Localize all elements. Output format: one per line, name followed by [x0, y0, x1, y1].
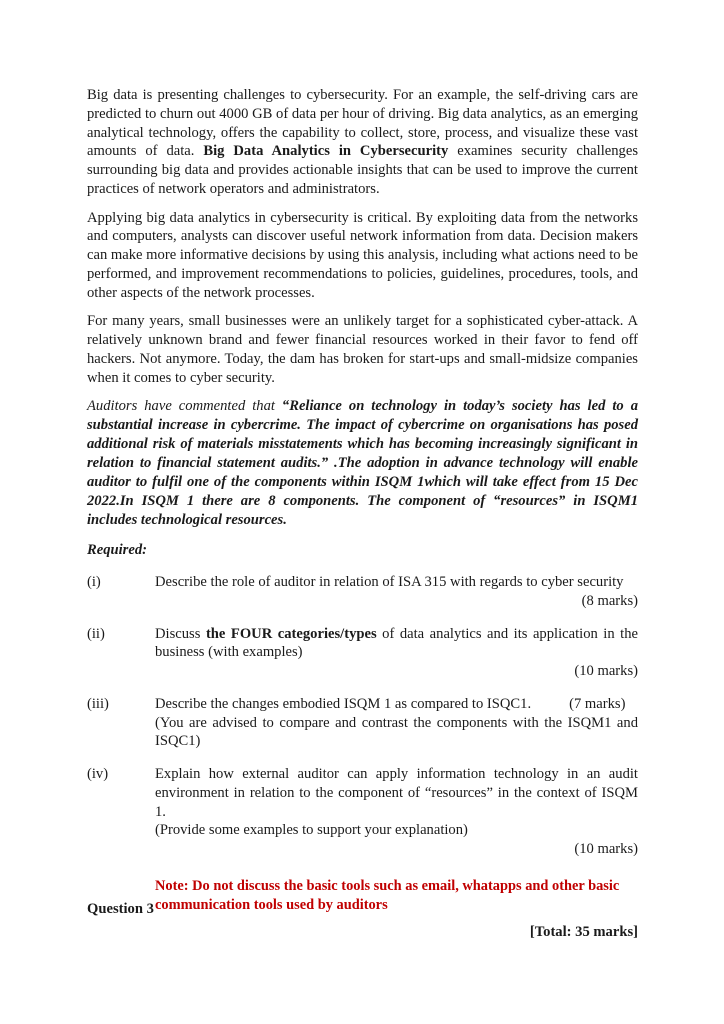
- question-item-i: [87, 573, 638, 611]
- question-iv-sub-text: (Provide some examples to support your explanation): [155, 822, 468, 839]
- question-text-i: Describe the role of auditor in relation of ISA 315 with regards to cyber security: [155, 574, 624, 591]
- question-ii-text-before: Discuss: [155, 625, 206, 642]
- question-ii-text-after: of data analytics and its application in the business (with examples): [155, 625, 638, 661]
- question-item-ii: [87, 625, 638, 681]
- note-line-2: communication tools used by auditors: [155, 897, 388, 914]
- question-iii-main-text: Describe the changes embodied ISQM 1 as compared to ISQC1.: [155, 695, 532, 712]
- quote-lead-in: Auditors have commented that: [87, 398, 282, 415]
- paragraph-intro-bold-title: Big Data Analytics in Cybersecurity: [203, 143, 449, 160]
- question-item-iii: [87, 695, 638, 751]
- question-numeral-iv: (iv): [87, 766, 109, 783]
- quote-body: “Reliance on technology in today’s society has led to a substantial increase in cybercrime. The impact of cybercrime on organisations has posed additional risk of materials misstatements which has becoming increasingly significant in relation to financial statement audits.” .The adoption in advance technology will enable auditor to fulfil one of the components within ISQM 1which will take effect from 15 Dec 2022.In ISQM 1 there are 8 components. The component of “resources” in ISQM1 includes technological resources.: [87, 398, 638, 529]
- question-text-ii: [155, 625, 638, 663]
- question-marks-i: (8 marks): [581, 592, 638, 609]
- required-label: Required:: [87, 542, 147, 559]
- note-warning: [87, 877, 638, 916]
- question-numeral-ii: (ii): [87, 625, 105, 642]
- question-text-iv: Explain how external auditor can apply information technology in an audit environment in relation to the component of “resources” in the context of ISQM 1.: [155, 766, 638, 820]
- paragraph-intro-text-1: Big data is presenting challenges to cybersecurity. For an example, the self-driving cars are predicted to churn out 4000 GB of data per hour of driving. Big data analytics, as an emerging analytical technology, offers the capability to collect, store, process, and visualize these vast amounts of data.: [87, 87, 638, 160]
- question-marks-iii: (7 marks): [569, 695, 626, 712]
- total-marks: [Total: 35 marks]: [529, 923, 638, 940]
- paragraph-applying-analytics: Applying big data analytics in cybersecurity is critical. By exploiting data from the networks and computers, analysts can discover useful network information from data. Decision makers can make more informative decisions by using this analysis, including what actions need to be performed, and improvement recommendations to policies, guidelines, procedures, tools, and other aspects of the network processes.: [87, 209, 638, 301]
- document-body: [87, 86, 638, 941]
- question-marks-iv: (10 marks): [574, 841, 638, 858]
- note-line-1: Note: Do not discuss the basic tools such as email, whatapps and other basic: [155, 877, 620, 894]
- question-numeral-i: (i): [87, 574, 101, 591]
- question-item-iv: [87, 765, 638, 859]
- question-heading-3: Question 3: [87, 901, 154, 917]
- paragraph-intro-text-2: examines security challenges surrounding big data and provides actionable insights that can be used to improve the current practices of network operators and administrators.: [87, 143, 639, 197]
- auditors-quote-block: [87, 397, 638, 530]
- question-marks-ii: (10 marks): [574, 663, 638, 680]
- question-ii-bold-phrase: the FOUR categories/types: [205, 625, 377, 642]
- paragraph-intro: [87, 86, 638, 199]
- question-text-iii: [155, 695, 638, 714]
- question-iii-sub-text: (You are advised to compare and contrast the components with the ISQM1 and ISQC1): [155, 714, 638, 750]
- paragraph-small-businesses: For many years, small businesses were an unlikely target for a sophisticated cyber-attack. A relatively unknown brand and fewer financial resources worked in their favor to fend off hackers. Not anymore. Today, the dam has broken for start-ups and small-midsize companies when it comes to cyber security.: [87, 313, 638, 386]
- question-numeral-iii: (iii): [87, 695, 109, 712]
